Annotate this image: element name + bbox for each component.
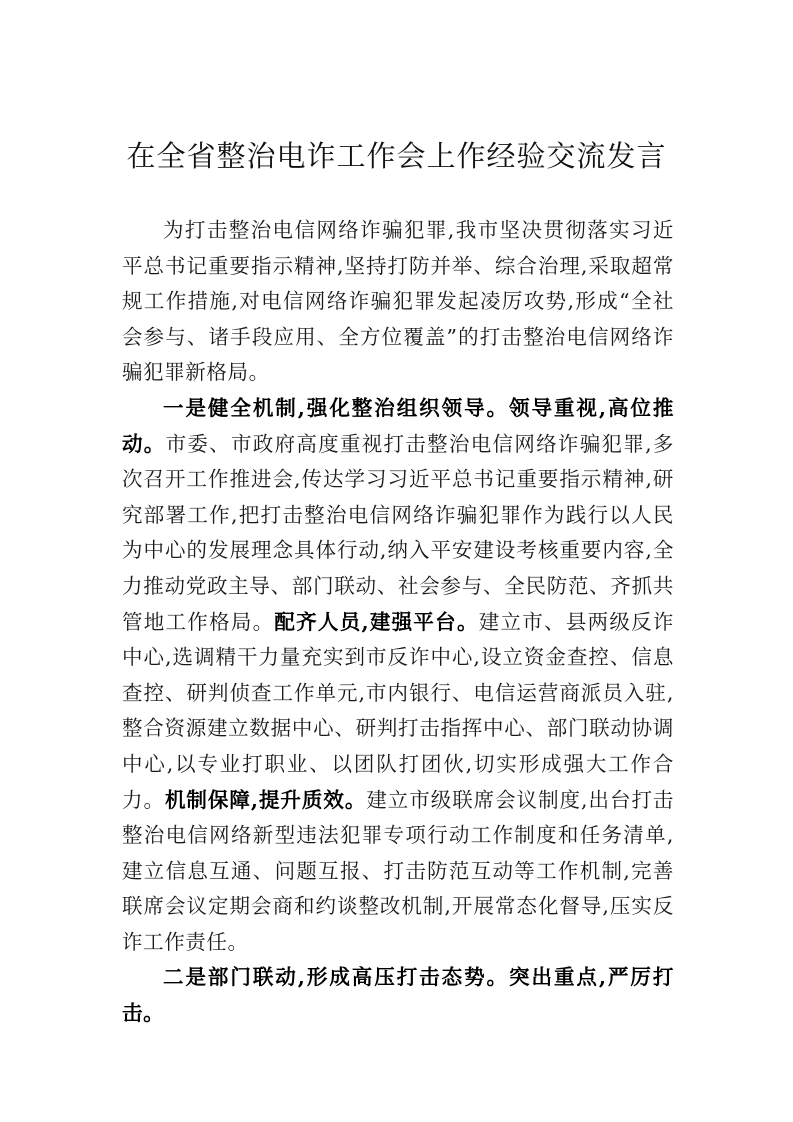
section-1-sub2-text: 建立市、县两级反诈中心,选调精干力量充实到市反诈中心,设立资金查控、信息查控、研判侦查工作单元,市内银行、电信运营商派员入驻,整合资源建立数据中心、研判打击指挥中心、部门联动协调中心,以专业打职业、以团队打团伙,切实形成强大工作合力。	[122, 609, 674, 812]
section-2-paragraph	[122, 960, 674, 1031]
section-1-sub1-text: 市委、市政府高度重视打击整治电信网络诈骗犯罪,多次召开工作推进会,传达学习习近平总书记重要指示精神,研究部署工作,把打击整治电信网络诈骗犯罪作为践行以人民为中心的发展理念具体行动,纳入平安建设考核重要内容,全力推动党政主导、部门联动、社会参与、全民防范、齐抓共管地工作格局。	[122, 431, 674, 634]
document-title: 在全省整治电诈工作会上作经验交流发言	[126, 139, 667, 173]
document-body	[122, 213, 674, 1032]
section-1-sub3-text: 建立市级联席会议制度,出台打击整治电信网络新型违法犯罪专项行动工作制度和任务清单,建立信息互通、问题互报、打击防范互动等工作机制,完善联席会议定期会商和约谈整改机制,开展常态化督导,压实反诈工作责任。	[122, 787, 675, 954]
section-1-sub1-heading: 领导重视,高位推动。	[122, 395, 674, 456]
section-1-paragraph	[122, 391, 674, 961]
section-1-heading: 一是健全机制,强化整治组织领导。	[163, 395, 510, 420]
section-2-heading: 二是部门联动,形成高压打击态势。	[163, 965, 510, 990]
intro-paragraph: 为打击整治电信网络诈骗犯罪,我市坚决贯彻落实习近平总书记重要指示精神,坚持打防并举、综合治理,采取超常规工作措施,对电信网络诈骗犯罪发起凌厉攻势,形成“全社会参与、诸手段应用、全方位覆盖”的打击整治电信网络诈骗犯罪新格局。	[122, 218, 674, 385]
section-1-sub3-heading: 机制保障,提升质效。	[164, 787, 367, 812]
section-2-sub1-heading: 突出重点,严厉打击。	[122, 965, 674, 1026]
section-1-sub2-heading: 配齐人员,建强平台。	[274, 609, 479, 634]
